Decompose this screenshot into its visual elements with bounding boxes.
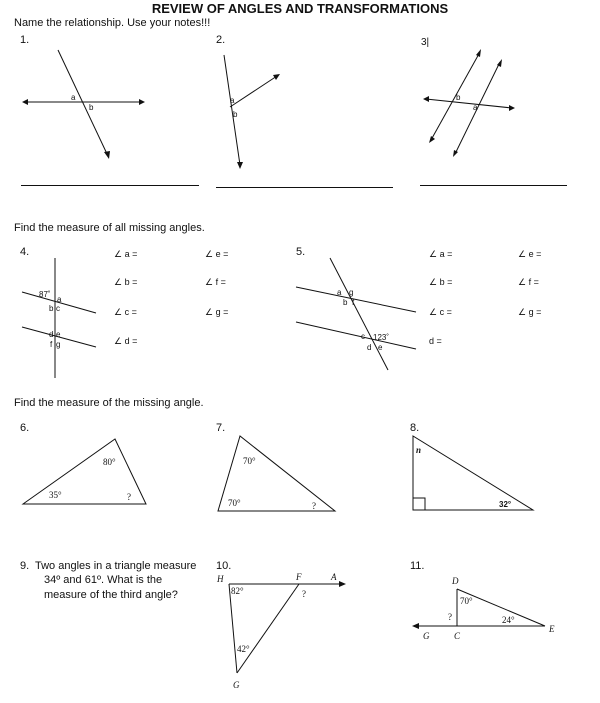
problem-2-label-a: a: [230, 96, 235, 105]
problem-5-label-b: b: [343, 298, 348, 307]
instruction-missing-angles: Find the measure of all missing angles.: [14, 222, 205, 234]
problem-4-number: 4.: [20, 246, 30, 258]
problem-4-label-a: a: [57, 295, 62, 304]
problem-3-number: 3|: [421, 37, 430, 48]
problem-8-angle: 32°: [499, 500, 512, 509]
problem-3-label-b: b: [456, 93, 461, 102]
problem-4-label-e: e: [56, 330, 61, 339]
problem-11-label-C: C: [454, 631, 461, 641]
problem-9-line-3: measure of the third angle?: [44, 589, 178, 601]
problem-4-answer-c[interactable]: ∠ c =: [114, 307, 137, 317]
problem-10-angle-2: 42°: [237, 644, 250, 654]
problem-1-label-a: a: [71, 93, 76, 102]
problem-5-answer-a[interactable]: ∠ a =: [429, 249, 453, 259]
problem-5-answer-g[interactable]: ∠ g =: [518, 307, 542, 317]
problem-11-label-E: E: [549, 624, 555, 634]
problem-5-answer-b[interactable]: ∠ b =: [429, 277, 453, 287]
problem-2-label-b: b: [233, 110, 238, 119]
problem-5-answer-d[interactable]: d =: [429, 336, 442, 346]
problem-10-label-H: H: [217, 574, 224, 584]
problem-4-answer-a[interactable]: ∠ a =: [114, 249, 138, 259]
problem-10-unknown: ?: [302, 589, 306, 599]
problem-5-label-e: e: [378, 343, 383, 352]
problem-4-answer-b[interactable]: ∠ b =: [114, 277, 138, 287]
problem-11-label-D: D: [452, 576, 459, 586]
problem-11-angle-1: 70°: [460, 596, 473, 606]
problem-4-label-c: c: [56, 304, 60, 313]
problem-4-answer-f[interactable]: ∠ f =: [205, 277, 226, 287]
problem-7-angle-2: 70°: [228, 498, 241, 508]
problem-8-variable: n: [416, 445, 422, 455]
page-title: REVIEW OF ANGLES AND TRANSFORMATIONS: [151, 1, 449, 16]
problem-5-label-g: g: [349, 288, 354, 297]
problem-11-number: 11.: [410, 560, 425, 572]
problem-4-given: 87˚: [39, 290, 51, 299]
problem-5-label-d: d: [367, 343, 372, 352]
problem-3-label-a: a: [473, 103, 478, 112]
problem-10-label-G: G: [233, 680, 240, 690]
problem-4-answer-g[interactable]: ∠ g =: [205, 307, 229, 317]
problem-5-answer-e[interactable]: ∠ e =: [518, 249, 542, 259]
problem-5-label-a: a: [337, 288, 342, 297]
problem-9-line-1: Two angles in a triangle measure: [35, 560, 197, 572]
problem-5-number: 5.: [296, 246, 306, 258]
problem-5-answer-c[interactable]: ∠ c =: [429, 307, 452, 317]
problem-7-unknown: ?: [312, 501, 316, 511]
problem-6-angle-1: 80°: [103, 457, 116, 467]
problem-11-label-G: G: [423, 631, 430, 641]
problem-9-line-2: 34º and 61º. What is the: [44, 574, 163, 586]
problem-2-number: 2.: [216, 34, 226, 46]
problem-7-number: 7.: [216, 422, 226, 434]
instruction-missing-angle: Find the measure of the missing angle.: [14, 397, 204, 409]
problem-6-angle-2: 35°: [49, 490, 62, 500]
problem-5-label-f: f: [352, 298, 355, 307]
problem-10-label-A: A: [331, 572, 337, 582]
problem-10-number: 10.: [216, 560, 232, 572]
problem-7-angle-1: 70°: [243, 456, 256, 466]
problem-5-label-c: c: [361, 332, 365, 341]
problem-6-unknown: ?: [127, 492, 131, 502]
problem-1-number: 1.: [20, 34, 30, 46]
problem-4-answer-d[interactable]: ∠ d =: [114, 336, 138, 346]
problem-4-label-d: d: [49, 330, 54, 339]
problem-1-label-b: b: [89, 103, 94, 112]
problem-4-label-b: b: [49, 304, 54, 313]
problem-8-number: 8.: [410, 422, 420, 434]
problem-11-angle-2: 24°: [502, 615, 515, 625]
problem-9-number: 9.: [20, 560, 30, 572]
problem-4-label-f: f: [50, 340, 53, 349]
problem-5-given: 123˚: [373, 333, 390, 342]
instruction-relationship: Name the relationship. Use your notes!!!: [14, 17, 211, 29]
problem-4-answer-e[interactable]: ∠ e =: [205, 249, 229, 259]
problem-11-unknown: ?: [448, 612, 452, 622]
problem-6-number: 6.: [20, 422, 30, 434]
problem-4-label-g: g: [56, 340, 61, 349]
problem-10-angle-1: 82°: [231, 586, 244, 596]
problem-5-answer-f[interactable]: ∠ f =: [518, 277, 539, 287]
problem-10-label-F: F: [296, 572, 302, 582]
